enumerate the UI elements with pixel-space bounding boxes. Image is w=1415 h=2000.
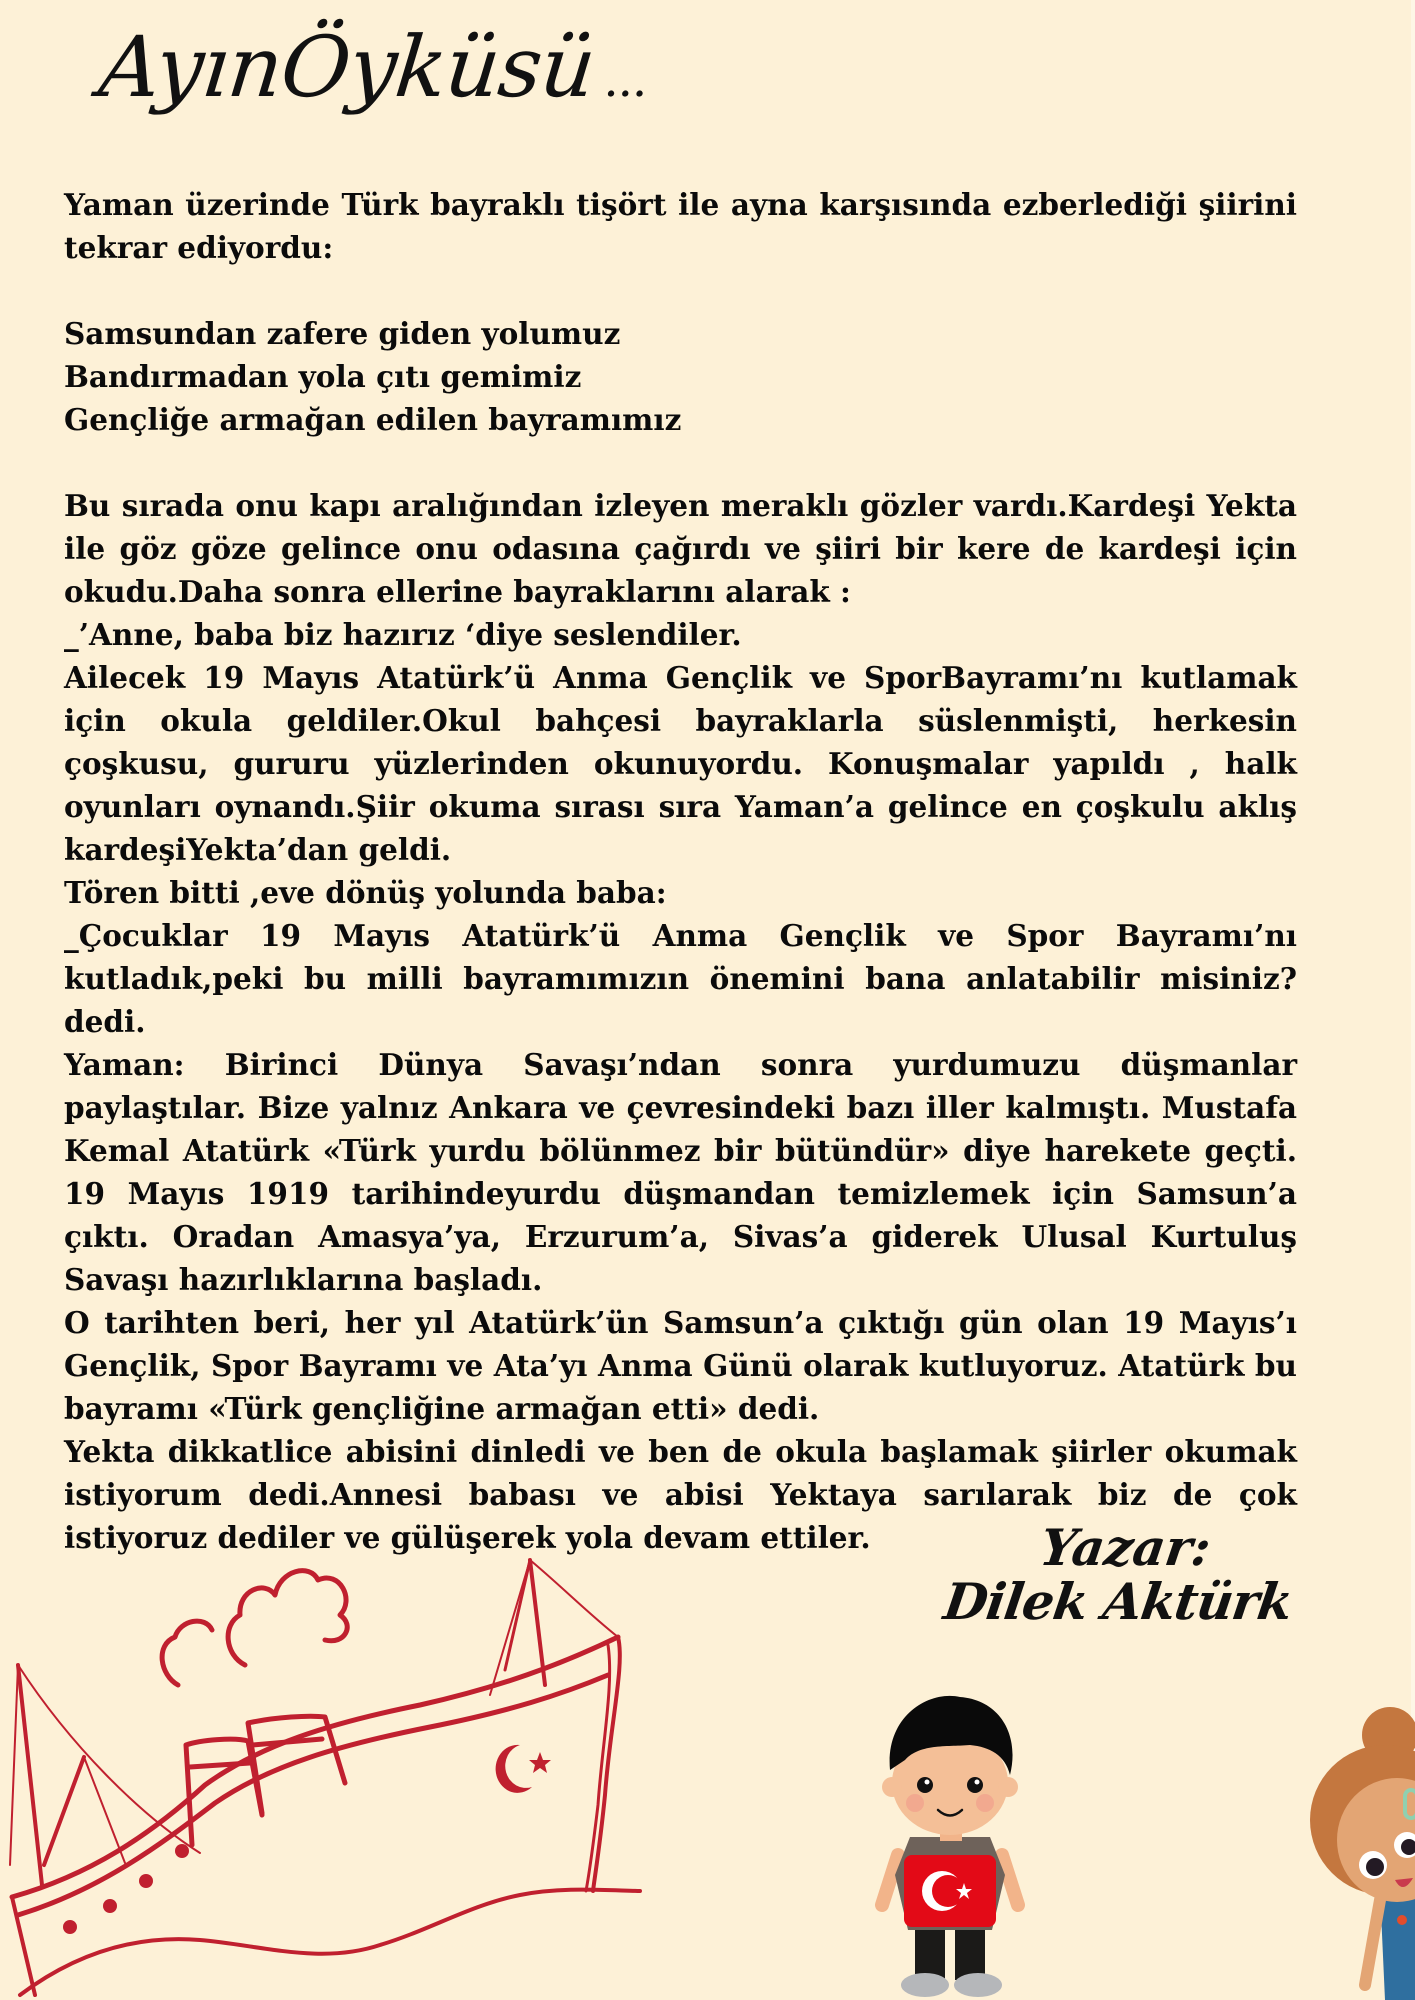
- boy-holding-turkish-flag-icon: [860, 1675, 1040, 2000]
- story-intro: Yaman üzerinde Türk bayraklı tişört ile ayna karşısında ezberlediği şiirini tekrar ediyordu:: [64, 187, 1297, 265]
- story-paragraph: Yekta dikkatlice abisini dinledi ve ben de okula başlamak şiirler okumak istiyorum dedi.Annesi babası ve abisi Yektaya sarılarak biz de çok istiyoruz dediler ve gülüşerek yola devam ettiler.: [64, 1434, 1297, 1555]
- author-label: Yazar:: [1036, 1518, 1215, 1577]
- story-paragraph: _’Anne, baba biz hazırız ‘diye seslendiler.: [64, 617, 742, 652]
- spacer: [64, 441, 1297, 484]
- story-paragraph: Bu sırada onu kapı aralığından izleyen meraklı gözler vardı.Kardeşi Yekta ile göz göze gelince onu odasına çağırdı ve şiiri bir kere de kardeşi için okudu.Daha sonra ellerine bayraklarını alarak :: [64, 488, 1297, 609]
- story-body: [64, 183, 1297, 1559]
- title-text: AyınÖyküsü: [94, 18, 600, 116]
- poem-line: Bandırmadan yola çıtı gemimiz: [64, 359, 582, 394]
- ship-with-turkish-crescent-icon: [0, 1545, 660, 2000]
- story-paragraph: Yaman: Birinci Dünya Savaşı’ndan sonra yurdumuzu düşmanlar paylaştılar. Bize yalnız Ankara ve çevresindeki bazı iller kalmıştı. Mustafa Kemal Atatürk «Türk yurdu bölünmez bir bütündür» diye harekete geçti. 19 Mayıs 1919 tarihindeyurdu düşmandan temizlemek için Samsun’a çıktı. Oradan Amasya’ya, Erzurum’a, Sivas’a giderek Ulusal Kurtuluş Savaşı hazırlıklarına başladı.: [64, 1047, 1297, 1297]
- poem-line: Samsundan zafere giden yolumuz: [64, 316, 621, 351]
- story-paragraph: _Çocuklar 19 Mayıs Atatürk’ü Anma Gençlik ve Spor Bayramı’nı kutladık,peki bu milli bayramımızın önemini bana anlatabilir misiniz? dedi.: [64, 918, 1297, 1039]
- story-paragraph: Tören bitti ,eve dönüş yolunda baba:: [64, 875, 667, 910]
- spacer: [64, 269, 1297, 312]
- title-ellipsis: ...: [601, 52, 651, 108]
- page-title: [95, 18, 654, 116]
- story-paragraph: Ailecek 19 Mayıs Atatürk’ü Anma Gençlik ve SporBayramı’nı kutlamak için okula geldiler.Okul bahçesi bayraklarla süslenmişti, herkesin çoşkusu, gururu yüzlerinden okunuyordu. Konuşmalar yapıldı , halk oyunları oynandı.Şiir okuma sırası sıra Yaman’a gelince en çoşkulu aklış kardeşiYekta’dan geldi.: [64, 660, 1297, 867]
- author-signature: [940, 1518, 1302, 1631]
- poem-line: Gençliğe armağan edilen bayramımız: [64, 402, 682, 437]
- author-name: Dilek Aktürk: [940, 1572, 1296, 1631]
- story-paragraph: O tarihten beri, her yıl Atatürk’ün Samsun’a çıktığı gün olan 19 Mayıs’ı Gençlik, Spor Bayramı ve Ata’yı Anma Günü olarak kutluyoruz. Atatürk bu bayramı «Türk gençliğine armağan etti» dedi.: [64, 1305, 1297, 1426]
- peeking-girl-icon: [1285, 1690, 1415, 2000]
